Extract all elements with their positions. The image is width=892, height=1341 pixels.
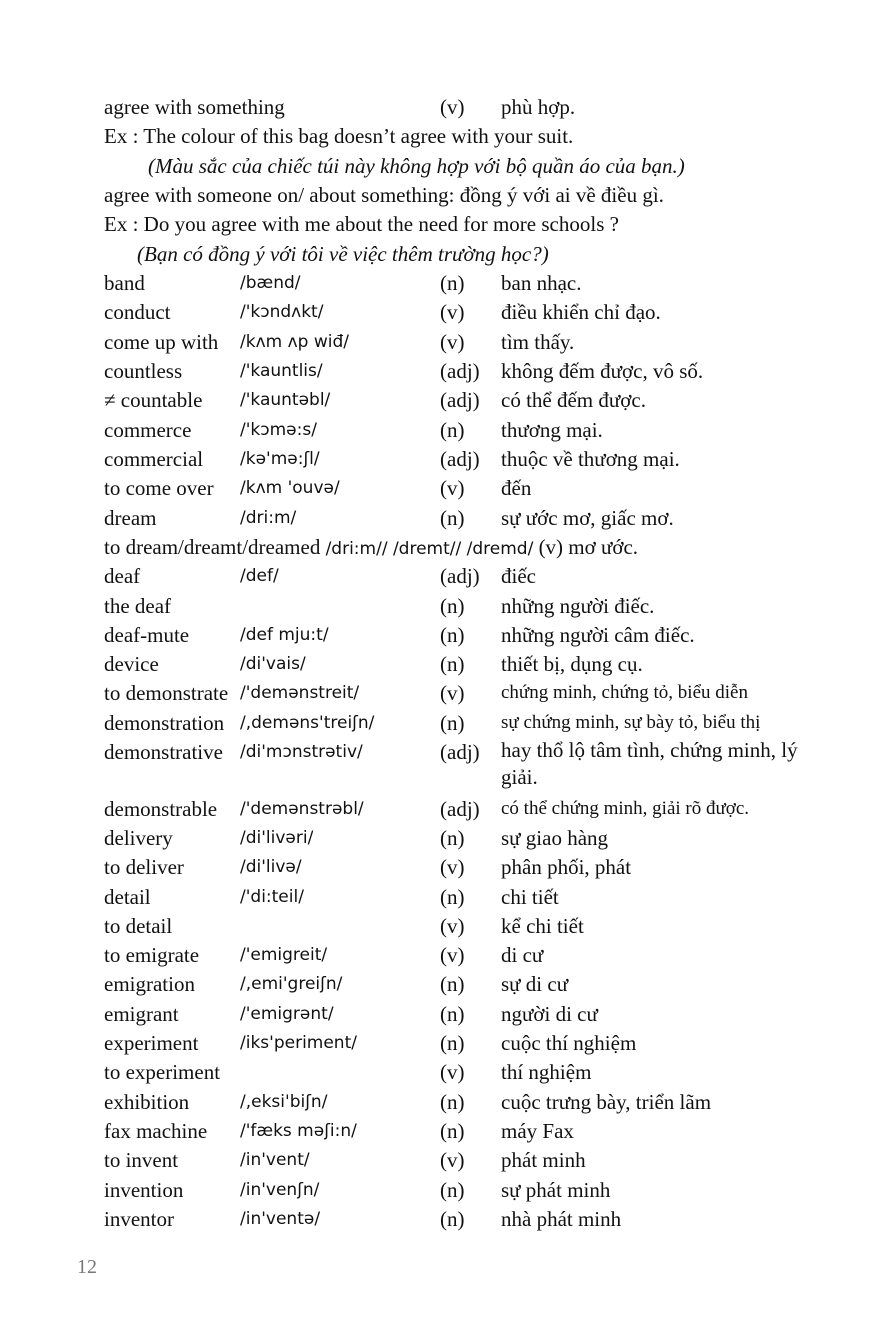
entry-pos: (n) — [440, 623, 465, 647]
entry-pos: (n) — [440, 594, 465, 618]
entry-pos: (v) — [440, 300, 465, 324]
vocab-entry — [0, 620, 892, 650]
entry-word: to emigrate — [104, 943, 200, 967]
vocab-entry — [0, 356, 892, 386]
example-sentence: Ex : Do you agree with me about the need for more schools ? — [104, 212, 619, 236]
vocab-entry — [0, 823, 892, 853]
entry-ipa: /'kauntəbl/ — [240, 390, 331, 410]
entry-ipa: /iks'periment/ — [240, 1033, 357, 1053]
vocab-entry — [0, 591, 892, 621]
entry-word: to deliver — [104, 855, 184, 879]
entry-meaning: chứng minh, chứng tỏ, biểu diễn — [501, 682, 748, 703]
entry-ipa: /di'vais/ — [240, 654, 306, 674]
entry-ipa: /,emi'greiʃn/ — [240, 974, 343, 994]
vocab-entry — [0, 385, 892, 415]
entry-meaning: có thể chứng minh, giải rõ được. — [501, 798, 750, 819]
entry-word: deaf-mute — [104, 623, 190, 647]
entry-meaning: phù hợp. — [501, 95, 576, 119]
entry-ipa: /,eksi'biʃn/ — [240, 1092, 328, 1112]
entry-pos: (v) — [440, 914, 465, 938]
entry-word: exhibition — [104, 1090, 190, 1114]
entry-word: demonstrable — [104, 797, 218, 821]
entry-pos: (n) — [440, 1090, 465, 1114]
entry-meaning: thương mại. — [501, 418, 603, 442]
entry-ipa: /'demənstrəbl/ — [240, 799, 364, 819]
entry-word: the deaf — [104, 594, 172, 618]
entry-pos: (n) — [440, 271, 465, 295]
entry-ipa: /bænd/ — [240, 273, 301, 293]
vocab-entry — [0, 1028, 892, 1058]
entry-meaning: ban nhạc. — [501, 271, 582, 295]
vocab-entry — [0, 1057, 892, 1087]
vocab-entry — [0, 999, 892, 1029]
entry-ipa: /kʌm 'ouvə/ — [240, 478, 340, 498]
entry-word: emigrant — [104, 1002, 179, 1026]
entry-pos: (v) — [440, 476, 465, 500]
entry-word: to invent — [104, 1148, 179, 1172]
entry-word: commerce — [104, 418, 192, 442]
entry-pos: (n) — [440, 972, 465, 996]
vocab-entry — [0, 737, 892, 789]
entry-ipa: /'di:teil/ — [240, 887, 304, 907]
vocab-entry — [0, 268, 892, 298]
entry-word: to experiment — [104, 1060, 221, 1084]
vocab-entry — [0, 794, 892, 824]
entry-pos: (adj) — [440, 359, 480, 383]
vocab-entry — [0, 503, 892, 533]
entry-word: inventor — [104, 1207, 174, 1231]
entry-pos: (v) — [440, 681, 465, 705]
entry-word: countless — [104, 359, 183, 383]
vocab-entry — [0, 415, 892, 445]
vocab-entry — [0, 327, 892, 357]
entry-pos: (n) — [440, 1031, 465, 1055]
entry-pos: (v) — [440, 1060, 465, 1084]
entry-ipa: /kə'mə:ʃl/ — [240, 449, 320, 469]
entry-meaning: di cư — [501, 943, 544, 967]
entry-ipa: /'kɔmə:s/ — [240, 420, 317, 440]
entry-meaning: sự chứng minh, sự bày tỏ, biểu thị — [501, 712, 761, 733]
entry-meaning: thiết bị, dụng cụ. — [501, 652, 643, 676]
example-sentence: Ex : The colour of this bag doesn’t agree with your suit. — [104, 124, 574, 148]
entry-meaning: nhà phát minh — [501, 1207, 622, 1231]
entry-meaning: sự ước mơ, giấc mơ. — [501, 506, 674, 530]
entry-meaning: sự phát minh — [501, 1178, 611, 1202]
entry-meaning: tìm thấy. — [501, 330, 575, 354]
entry-ipa: /'emigrənt/ — [240, 1004, 334, 1024]
vocab-entry — [0, 940, 892, 970]
entry-word: to come over — [104, 476, 214, 500]
entry-ipa: /def/ — [240, 566, 279, 586]
entry-meaning: những người điếc. — [501, 594, 655, 618]
entry-pos: (v) — [440, 95, 465, 119]
entry-meaning: người di cư — [501, 1002, 598, 1026]
entry-word: demonstration — [104, 711, 225, 735]
entry-meaning: sự giao hàng — [501, 826, 609, 850]
entry-word: to demonstrate — [104, 681, 229, 705]
entry-word: band — [104, 271, 145, 295]
entry-meaning: đến — [501, 476, 532, 500]
entry-pos: (v) — [440, 330, 465, 354]
entry-word: fax machine — [104, 1119, 208, 1143]
vocab-entry — [0, 1175, 892, 1205]
dream-text: to dream/dreamt/dreamed — [104, 535, 326, 559]
vocab-entry — [0, 473, 892, 503]
dream-meaning: (v) mơ ước. — [533, 535, 639, 559]
entry-agree-with-something — [0, 92, 892, 122]
vocab-entry — [0, 297, 892, 327]
entry-word: experiment — [104, 1031, 199, 1055]
vocab-entry — [0, 1116, 892, 1146]
entry-pos: (adj) — [440, 564, 480, 588]
entry-ipa: /in'vent/ — [240, 1150, 310, 1170]
vocab-entry — [0, 649, 892, 679]
entry-word: detail — [104, 885, 151, 909]
vocab-entry — [0, 969, 892, 999]
vocab-entry — [0, 1087, 892, 1117]
entry-word: ≠ countable — [104, 388, 203, 412]
vocab-entry — [0, 678, 892, 708]
entry-word: to detail — [104, 914, 173, 938]
entry-ipa: /'kɔndʌkt/ — [240, 302, 324, 322]
entry-word: come up with — [104, 330, 219, 354]
entry-meaning: cuộc trưng bày, triển lãm — [501, 1090, 712, 1114]
entry-meaning: kể chi tiết — [501, 914, 584, 938]
entry-ipa: /,deməns'treiʃn/ — [240, 713, 375, 733]
entry-ipa: /in'venʃn/ — [240, 1180, 320, 1200]
entry-ipa: /def mju:t/ — [240, 625, 329, 645]
dream-ipa: /dri:m// /dremt// /dremd/ — [325, 539, 534, 559]
entry-meaning: những người câm điếc. — [501, 623, 695, 647]
entry-meaning: có thể đếm được. — [501, 388, 646, 412]
entry-ipa: /in'ventə/ — [240, 1209, 321, 1229]
entry-pos: (adj) — [440, 388, 480, 412]
entry-meaning: sự di cư — [501, 972, 569, 996]
entry-word: emigration — [104, 972, 195, 996]
entry-meaning: hay thổ lộ tâm tình, chứng minh, lý giải. — [501, 738, 798, 789]
entry-pos: (n) — [440, 711, 465, 735]
entry-word: agree with something — [104, 95, 285, 119]
entry-meaning: thuộc về thương mại. — [501, 447, 680, 471]
entry-pos: (v) — [440, 1148, 465, 1172]
vocab-entry — [0, 708, 892, 738]
entry-pos: (adj) — [440, 740, 480, 764]
entry-pos: (v) — [440, 943, 465, 967]
entry-pos: (n) — [440, 1178, 465, 1202]
entry-meaning: thí nghiệm — [501, 1060, 592, 1084]
entry-meaning: cuộc thí nghiệm — [501, 1031, 637, 1055]
dream-conjugation-line — [104, 532, 638, 562]
entry-pos: (n) — [440, 418, 465, 442]
entry-ipa: /'fæks məʃi:n/ — [240, 1121, 357, 1141]
phrase-definition: agree with someone on/ about something: đồng ý với ai về điều gì. — [104, 183, 664, 207]
entry-word: commercial — [104, 447, 204, 471]
entry-ipa: /di'livə/ — [240, 857, 302, 877]
vocab-entry — [0, 561, 892, 591]
entry-pos: (adj) — [440, 447, 480, 471]
entry-word: device — [104, 652, 159, 676]
page-number: 12 — [77, 1256, 97, 1278]
vocab-entry — [0, 852, 892, 882]
entry-pos: (adj) — [440, 797, 480, 821]
entry-pos: (v) — [440, 855, 465, 879]
entry-ipa: /dri:m/ — [240, 508, 297, 528]
entry-ipa: /kʌm ʌp wiđ/ — [240, 332, 349, 352]
entry-word: dream — [104, 506, 157, 530]
vocab-entry — [0, 444, 892, 474]
entry-ipa: /di'livəri/ — [240, 828, 314, 848]
entry-pos: (n) — [440, 826, 465, 850]
vocab-entry — [0, 1204, 892, 1234]
entry-pos: (n) — [440, 1119, 465, 1143]
entry-ipa: /di'mɔnstrətiv/ — [240, 742, 363, 762]
entry-pos: (n) — [440, 506, 465, 530]
entry-word: invention — [104, 1178, 184, 1202]
entry-meaning: chi tiết — [501, 885, 559, 909]
entry-meaning: điều khiển chỉ đạo. — [501, 300, 661, 324]
entry-ipa: /'kauntlis/ — [240, 361, 323, 381]
entry-pos: (n) — [440, 1002, 465, 1026]
example-translation: (Bạn có đồng ý với tôi về việc thêm trường học?) — [137, 242, 549, 266]
entry-word: demonstrative — [104, 740, 223, 764]
vocab-entry — [0, 882, 892, 912]
entry-meaning: không đếm được, vô số. — [501, 359, 704, 383]
vocab-entry — [0, 911, 892, 941]
example-translation: (Màu sắc của chiếc túi này không hợp với bộ quần áo của bạn.) — [148, 154, 685, 178]
entry-ipa: /'emigreit/ — [240, 945, 328, 965]
entry-word: delivery — [104, 826, 173, 850]
entry-meaning: điếc — [501, 564, 536, 588]
vocab-entry — [0, 1145, 892, 1175]
entry-pos: (n) — [440, 885, 465, 909]
entry-pos: (n) — [440, 652, 465, 676]
entry-ipa: /'demənstreit/ — [240, 683, 360, 703]
entry-meaning: máy Fax — [501, 1119, 574, 1143]
entry-meaning: phân phối, phát — [501, 855, 632, 879]
entry-meaning: phát minh — [501, 1148, 586, 1172]
entry-pos: (n) — [440, 1207, 465, 1231]
entry-word: conduct — [104, 300, 171, 324]
entry-word: deaf — [104, 564, 141, 588]
